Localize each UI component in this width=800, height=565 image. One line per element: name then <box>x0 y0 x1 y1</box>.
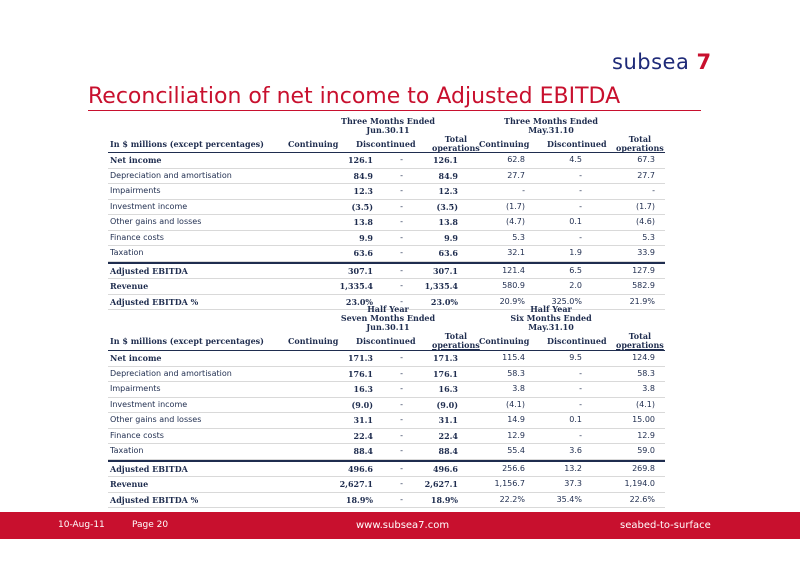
cell-value: 27.7 <box>507 170 525 180</box>
group-header-prior: Half Year Six Months Ended May.31.10 <box>510 304 592 332</box>
cell-value: - <box>400 217 403 226</box>
column-header-discontinued: Discontinued <box>356 336 416 346</box>
cell-value: 307.1 <box>347 265 373 276</box>
table-row <box>108 262 665 280</box>
cell-value: 13.8 <box>438 217 458 227</box>
row-label: Impairments <box>110 384 161 393</box>
table-row <box>108 279 665 295</box>
cell-value: 9.5 <box>569 353 582 362</box>
cell-value: 18.9% <box>345 494 373 505</box>
table-row <box>108 493 665 509</box>
table-header <box>108 116 665 152</box>
cell-value: (9.0) <box>436 399 458 410</box>
table-row <box>108 246 665 262</box>
group-header-current: Three Months Ended Jun.30.11 <box>341 116 435 135</box>
cell-value: - <box>579 384 582 393</box>
cell-value: 15.00 <box>632 415 655 424</box>
cell-value: - <box>400 353 403 362</box>
cell-value: 176.1 <box>432 368 458 379</box>
row-label: Adjusted EBITDA <box>110 265 188 276</box>
cell-value: - <box>400 281 403 290</box>
table-row <box>108 477 665 493</box>
row-label: Other gains and losses <box>110 217 202 226</box>
cell-value: 13.8 <box>353 217 373 227</box>
cell-value: - <box>522 186 525 195</box>
cell-value: 127.9 <box>632 265 655 275</box>
cell-value: 22.4 <box>438 430 458 441</box>
cell-value: (1.7) <box>636 201 655 211</box>
cell-value: - <box>400 296 403 306</box>
cell-value: - <box>400 446 403 455</box>
cell-value: 58.3 <box>507 368 525 378</box>
row-label: Impairments <box>110 186 161 195</box>
cell-value: 18.9% <box>430 494 458 505</box>
cell-value: 35.4% <box>556 494 582 504</box>
cell-value: - <box>400 368 403 378</box>
cell-value: 16.3 <box>438 384 458 394</box>
cell-value: 63.6 <box>438 248 458 258</box>
cell-value: 16.3 <box>353 384 373 394</box>
footer-date: 10-Aug-11 <box>58 520 105 530</box>
cell-value: - <box>400 479 403 488</box>
column-header-total-prior: Total operations <box>616 331 664 350</box>
row-label: Finance costs <box>110 232 164 242</box>
cell-value: - <box>400 201 403 211</box>
footer-page-number: Page 20 <box>132 520 169 530</box>
cell-value: 0.1 <box>569 415 582 424</box>
cell-value: 23.0% <box>430 296 458 307</box>
cell-value: - <box>400 494 403 504</box>
cell-value: 5.3 <box>642 232 655 242</box>
cell-value: 126.1 <box>347 155 373 165</box>
cell-value: 62.8 <box>507 155 525 164</box>
ebitda-table-half-year <box>108 304 665 508</box>
group-header-current: Half Year Seven Months Ended Jun.30.11 <box>340 304 436 332</box>
cell-value: 0.1 <box>569 217 582 226</box>
cell-value: 307.1 <box>432 265 458 276</box>
table-body <box>108 152 665 310</box>
cell-value: (3.5) <box>351 201 373 212</box>
cell-value: 2,627.1 <box>424 479 458 489</box>
cell-value: 3.8 <box>512 384 525 393</box>
table-header <box>108 304 665 350</box>
cell-value: 496.6 <box>347 463 373 474</box>
cell-value: 1,194.0 <box>624 479 655 488</box>
table-row <box>108 215 665 231</box>
company-logo <box>612 50 712 74</box>
cell-value: 12.9 <box>507 430 525 440</box>
cell-value: 33.9 <box>637 248 655 257</box>
column-header-discontinued: Discontinued <box>356 139 416 149</box>
row-label: Depreciation and amortisation <box>110 170 232 180</box>
cell-value: 171.3 <box>347 353 373 363</box>
cell-value: - <box>579 201 582 211</box>
footer-bar <box>0 512 800 539</box>
cell-value: 12.3 <box>353 186 373 196</box>
cell-value: (4.7) <box>506 217 525 226</box>
row-label: Revenue <box>110 281 149 291</box>
cell-value: - <box>400 265 403 275</box>
cell-value: 1,335.4 <box>339 281 373 291</box>
logo-number: 7 <box>696 50 712 74</box>
cell-value: - <box>579 186 582 195</box>
cell-value: 22.2% <box>499 494 525 504</box>
cell-value: 12.9 <box>637 430 655 440</box>
cell-value: - <box>400 399 403 409</box>
cell-value: 20.9% <box>499 296 525 306</box>
cell-value: - <box>579 170 582 180</box>
cell-value: - <box>579 430 582 440</box>
cell-value: 2,627.1 <box>339 479 373 489</box>
cell-value: 2.0 <box>569 281 582 290</box>
table-row <box>108 444 665 460</box>
ebitda-table-quarter <box>108 116 665 310</box>
cell-value: - <box>579 368 582 378</box>
cell-value: 496.6 <box>432 463 458 474</box>
cell-value: 1,335.4 <box>424 281 458 291</box>
column-header-discontinued-prior: Discontinued <box>547 336 607 346</box>
cell-value: 1.9 <box>569 248 582 257</box>
column-header-continuing: Continuing <box>288 139 339 149</box>
cell-value: 580.9 <box>502 281 525 290</box>
table-row <box>108 429 665 445</box>
cell-value: 171.3 <box>432 353 458 363</box>
column-header-total-prior: Total operations <box>616 134 664 153</box>
table-body <box>108 350 665 508</box>
cell-value: 22.4 <box>353 430 373 441</box>
cell-value: - <box>652 186 655 195</box>
cell-value: 256.6 <box>502 463 525 473</box>
cell-value: 22.6% <box>629 494 655 504</box>
cell-value: 582.9 <box>632 281 655 290</box>
cell-value: 4.5 <box>569 155 582 164</box>
column-header-total: Total operations <box>432 331 480 350</box>
table-row <box>108 350 665 367</box>
table-row <box>108 367 665 383</box>
cell-value: - <box>400 384 403 393</box>
cell-value: 121.4 <box>502 265 525 275</box>
cell-value: 32.1 <box>507 248 525 257</box>
cell-value: (4.1) <box>636 399 655 409</box>
cell-value: 3.6 <box>569 446 582 455</box>
column-header-continuing-prior: Continuing <box>479 336 530 346</box>
footer-website-link[interactable]: www.subsea7.com <box>356 520 450 531</box>
cell-value: 3.8 <box>642 384 655 393</box>
cell-value: 12.3 <box>438 186 458 196</box>
cell-value: (3.5) <box>436 201 458 212</box>
cell-value: - <box>400 430 403 440</box>
cell-value: 37.3 <box>564 479 582 488</box>
row-label: Revenue <box>110 479 149 489</box>
cell-value: - <box>400 248 403 257</box>
footer-tagline: seabed-to-surface <box>620 520 711 531</box>
cell-value: 88.4 <box>353 446 373 456</box>
cell-value: 1,156.7 <box>494 479 525 488</box>
row-label: Taxation <box>110 248 144 257</box>
row-label: Net income <box>110 155 162 165</box>
column-header-total: Total operations <box>432 134 480 153</box>
cell-value: 126.1 <box>432 155 458 165</box>
row-label: Depreciation and amortisation <box>110 368 232 378</box>
cell-value: 115.4 <box>502 353 525 362</box>
row-label: Net income <box>110 353 162 363</box>
cell-value: 21.9% <box>629 296 655 306</box>
cell-value: 325.0% <box>551 296 582 306</box>
column-header-description: In $ millions (except percentages) <box>110 139 264 149</box>
table-row <box>108 184 665 200</box>
row-label: Adjusted EBITDA % <box>110 296 199 307</box>
cell-value: 269.8 <box>632 463 655 473</box>
cell-value: - <box>579 232 582 242</box>
cell-value: 14.9 <box>507 415 525 424</box>
cell-value: 84.9 <box>353 170 373 181</box>
cell-value: 6.5 <box>569 265 582 275</box>
cell-value: - <box>400 232 403 242</box>
cell-value: 9.9 <box>444 232 458 243</box>
cell-value: (4.6) <box>636 217 655 226</box>
column-header-continuing: Continuing <box>288 336 339 346</box>
page-title: Reconciliation of net income to Adjusted EBITDA <box>88 84 621 109</box>
row-label: Finance costs <box>110 430 164 440</box>
cell-value: 67.3 <box>637 155 655 164</box>
cell-value: 124.9 <box>632 353 655 362</box>
logo-text: subsea <box>612 50 690 74</box>
column-header-discontinued-prior: Discontinued <box>547 139 607 149</box>
table-row <box>108 231 665 247</box>
cell-value: - <box>400 463 403 473</box>
table-row <box>108 152 665 169</box>
cell-value: 63.6 <box>353 248 373 258</box>
cell-value: 31.1 <box>353 415 373 425</box>
cell-value: 5.3 <box>512 232 525 242</box>
cell-value: 176.1 <box>347 368 373 379</box>
table-row <box>108 169 665 185</box>
cell-value: 84.9 <box>438 170 458 181</box>
cell-value: - <box>400 155 403 164</box>
cell-value: 27.7 <box>637 170 655 180</box>
cell-value: 55.4 <box>507 446 525 455</box>
cell-value: (4.1) <box>506 399 525 409</box>
table-row <box>108 460 665 478</box>
table-row <box>108 413 665 429</box>
title-divider <box>88 110 701 111</box>
table-row <box>108 398 665 414</box>
cell-value: 88.4 <box>438 446 458 456</box>
row-label: Other gains and losses <box>110 415 202 424</box>
row-label: Adjusted EBITDA <box>110 463 188 474</box>
cell-value: - <box>579 399 582 409</box>
cell-value: 59.0 <box>637 446 655 455</box>
table-row <box>108 382 665 398</box>
cell-value: - <box>400 170 403 180</box>
column-header-continuing-prior: Continuing <box>479 139 530 149</box>
cell-value: 23.0% <box>345 296 373 307</box>
cell-value: - <box>400 186 403 195</box>
group-header-prior: Three Months Ended May.31.10 <box>504 116 598 135</box>
cell-value: - <box>400 415 403 424</box>
row-label: Investment income <box>110 201 188 211</box>
cell-value: (9.0) <box>351 399 373 410</box>
cell-value: 31.1 <box>438 415 458 425</box>
cell-value: 58.3 <box>637 368 655 378</box>
table-row <box>108 200 665 216</box>
column-header-description: In $ millions (except percentages) <box>110 336 264 346</box>
cell-value: 9.9 <box>359 232 373 243</box>
cell-value: 13.2 <box>564 463 582 473</box>
row-label: Adjusted EBITDA % <box>110 494 199 505</box>
row-label: Investment income <box>110 399 188 409</box>
row-label: Taxation <box>110 446 144 455</box>
cell-value: (1.7) <box>506 201 525 211</box>
